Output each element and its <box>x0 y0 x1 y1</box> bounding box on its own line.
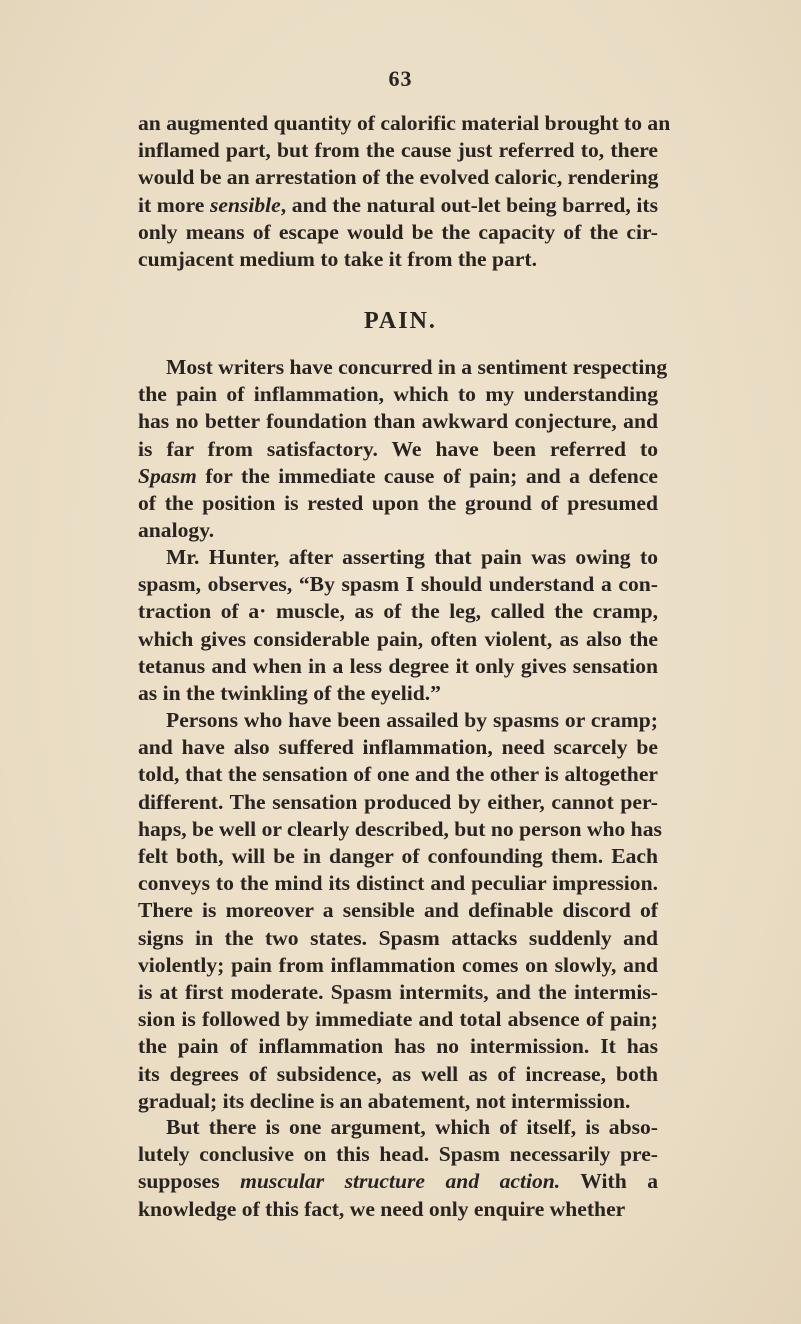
text-line: has no better foundation than awkward conjecture, and <box>138 409 658 434</box>
text-line: different. The sensation produced by either, cannot per- <box>138 789 658 814</box>
text-line: Mr. Hunter, after asserting that pain was owing to <box>166 545 658 569</box>
page-number: 63 <box>388 66 413 91</box>
text-line: its degrees of subsidence, as well as of increase, both <box>138 1061 658 1086</box>
text-line: felt both, will be in danger of confounding them. Each <box>138 844 658 869</box>
text-line: supposes muscular structure and action. With a <box>138 1169 658 1194</box>
text-line: is at first moderate. Spasm intermits, and the intermis- <box>138 980 658 1005</box>
text-line: But there is one argument, which of itself, is abso- <box>166 1115 658 1139</box>
paragraph-spasm-vs-inflammation <box>138 707 662 1115</box>
text-line: sion is followed by immediate and total absence of pain; <box>138 1007 658 1032</box>
text-line: lutely conclusive on this head. Spasm necessarily pre- <box>138 1142 658 1167</box>
text-line: only means of escape would be the capacity of the cir- <box>138 219 658 244</box>
text-line: conveys to the mind its distinct and peculiar impression. <box>138 871 658 896</box>
text-line: cumjacent medium to take it from the part. <box>138 247 537 272</box>
text-line: signs in the two states. Spasm attacks suddenly and <box>138 925 658 950</box>
text-line: as in the twinkling of the eyelid.” <box>138 681 441 706</box>
text-line: which gives considerable pain, often violent, as also the <box>138 626 658 651</box>
text-line: violently; pain from inflammation comes on slowly, and <box>138 952 658 977</box>
text-line: analogy. <box>138 518 215 543</box>
text-line: Spasm for the immediate cause of pain; and a defence <box>138 463 658 488</box>
text-line: and have also suffered inflammation, need scarcely be <box>138 735 658 760</box>
text-line: of the position is rested upon the ground of presumed <box>138 491 658 516</box>
text-line: haps, be well or clearly described, but no person who has <box>138 816 662 841</box>
text-line: gradual; its decline is an abatement, not intermission. <box>138 1088 631 1113</box>
text-line: told, that the sensation of one and the other is altogether <box>138 762 658 787</box>
paragraph-hunter-quote <box>138 544 658 707</box>
text-line: is far from satisfactory. We have been referred to <box>138 436 658 461</box>
text-line: it more sensible, and the natural out-let being barred, its <box>138 192 658 217</box>
text-line: Persons who have been assailed by spasms or cramp; <box>166 708 658 732</box>
text-line: spasm, observes, “By spasm I should understand a con- <box>138 572 658 597</box>
text-line: Most writers have concurred in a sentiment respecting <box>166 355 668 379</box>
paragraph-pain-intro <box>138 354 668 544</box>
paragraph-continued <box>138 110 671 273</box>
text-line: There is moreover a sensible and definable discord of <box>138 898 658 923</box>
section-heading: PAIN. <box>364 308 437 334</box>
paragraph-conclusive-argument <box>138 1114 658 1223</box>
text-line: the pain of inflammation, which to my understanding <box>138 382 658 407</box>
text-line: traction of a· muscle, as of the leg, called the cramp, <box>138 599 658 624</box>
text-line: would be an arrestation of the evolved caloric, rendering <box>138 165 659 190</box>
text-line: knowledge of this fact, we need only enquire whether <box>138 1196 626 1221</box>
text-line: the pain of inflammation has no intermission. It has <box>138 1034 658 1059</box>
text-line: inflamed part, but from the cause just referred to, there <box>138 138 658 163</box>
text-line: an augmented quantity of calorific material brought to an <box>138 111 671 135</box>
text-line: tetanus and when in a less degree it only gives sensation <box>138 653 658 678</box>
